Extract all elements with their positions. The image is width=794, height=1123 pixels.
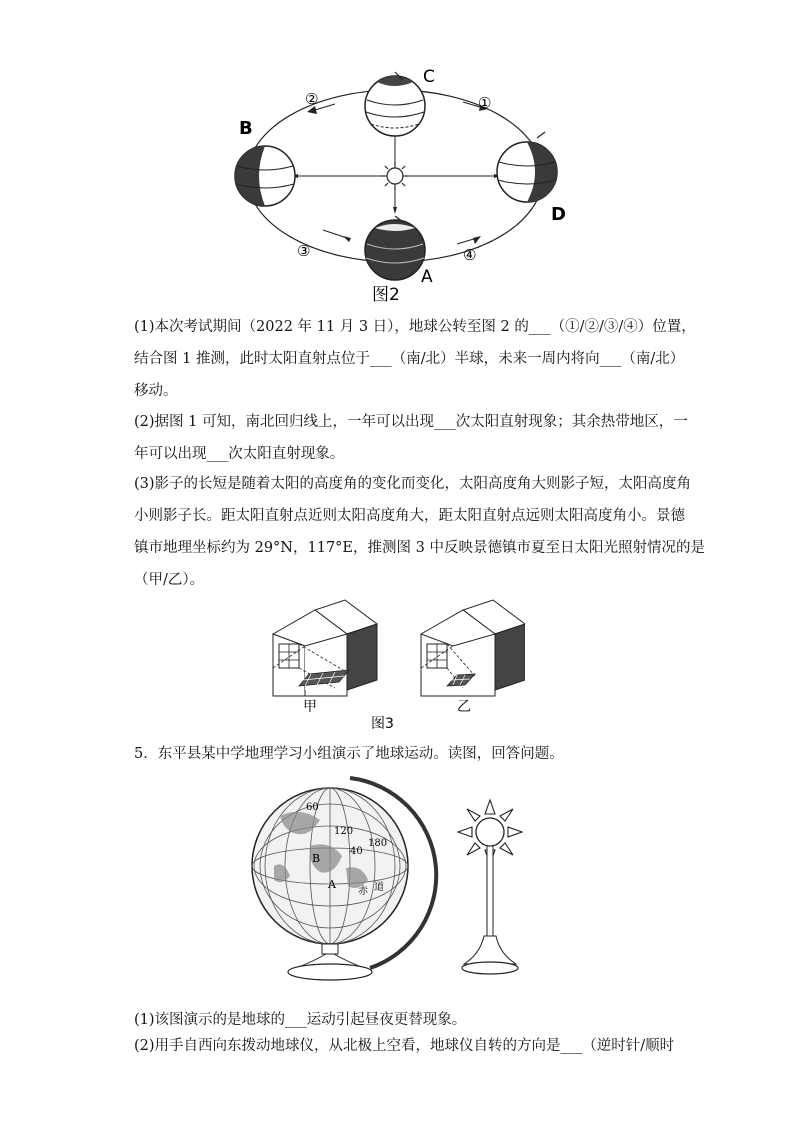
figure-2-caption: 图2 [372,285,400,305]
globe-label-180: 180 [368,838,388,849]
figure-2-orbit-diagram [225,60,575,305]
question-4-part-2 [134,406,688,470]
globe-label-b: B [312,852,321,865]
q4-p1-line-3: 移动。 [134,383,178,399]
q5-p1-line: (1)该图演示的是地球的___运动引起昼夜更替现象。 [134,1012,467,1028]
position-label-a: A [421,267,433,287]
q5-p2-line: (2)用手自西向东拨动地球仪，从北极上空看，地球仪自转的方向是___（逆时针/顺时 [134,1038,675,1054]
arrow-label-4: ④ [463,246,477,264]
house-jia [273,600,377,696]
earth-position-c [365,72,425,136]
globe-icon [252,778,436,980]
figure-3-caption: 图3 [371,716,394,732]
globe-label-120: 120 [334,826,354,837]
house-yi [421,600,525,696]
globe-label-40: 40 [350,846,363,857]
question-5-title [134,738,664,770]
arrow-label-2: ② [305,90,319,108]
position-label-d: D [551,204,566,225]
q4-p2-line-2: 年可以出现___次太阳直射现象。 [134,446,345,462]
q4-p3-line-4: （甲/乙）。 [134,572,205,588]
globe-label-chi: 赤 [358,886,368,897]
globe-and-sun-model [250,776,550,986]
earth-position-d [497,132,557,202]
position-label-b: B [239,118,253,139]
sun-model-icon [458,800,522,974]
globe-label-60: 60 [306,802,319,813]
q4-p1-line-2: 结合图 1 推测，此时太阳直射点位于___（南/北）半球，未来一周内将向___（南/北） [134,351,685,367]
position-label-c: C [423,67,435,87]
figure-3-houses [265,596,525,734]
arrow-label-3: ③ [297,242,311,260]
q4-p1-line-1: (1)本次考试期间（2022 年 11 月 3 日），地球公转至图 2 的___（①/②/③/④）位置， [134,319,696,335]
earth-position-b [235,146,295,206]
earth-position-a [365,216,425,280]
question-4-part-3 [134,468,705,596]
q4-p3-line-2: 小则影子长。距太阳直射点近则太阳高度角大，距太阳直射点远则太阳高度角小。景德 [134,508,685,524]
house-label-yi: 乙 [457,699,471,715]
q4-p3-line-1: (3)影子的长短是随着太阳的高度角的变化而变化，太阳高度角大则影子短，太阳高度角 [134,476,692,492]
globe-label-dao: 道 [374,882,384,893]
arrow-label-1: ① [478,94,492,112]
q4-p3-line-3: 镇市地理坐标约为 29°N，117°E，推测图 3 中反映景德镇市夏至日太阳光照射情况的是 [134,540,705,556]
orbit-arrow-4 [473,236,481,244]
q5-title-line: 5．东平县某中学地理学习小组演示了地球运动。读图，回答问题。 [134,746,564,762]
question-4-part-1 [134,311,696,407]
globe-label-a: A [328,878,336,891]
q4-p2-line-1: (2)据图 1 可知，南北回归线上，一年可以出现___次太阳直射现象；其余热带地区，一 [134,414,688,430]
house-label-jia: 甲 [303,699,317,715]
question-5-part-2 [134,1030,675,1062]
